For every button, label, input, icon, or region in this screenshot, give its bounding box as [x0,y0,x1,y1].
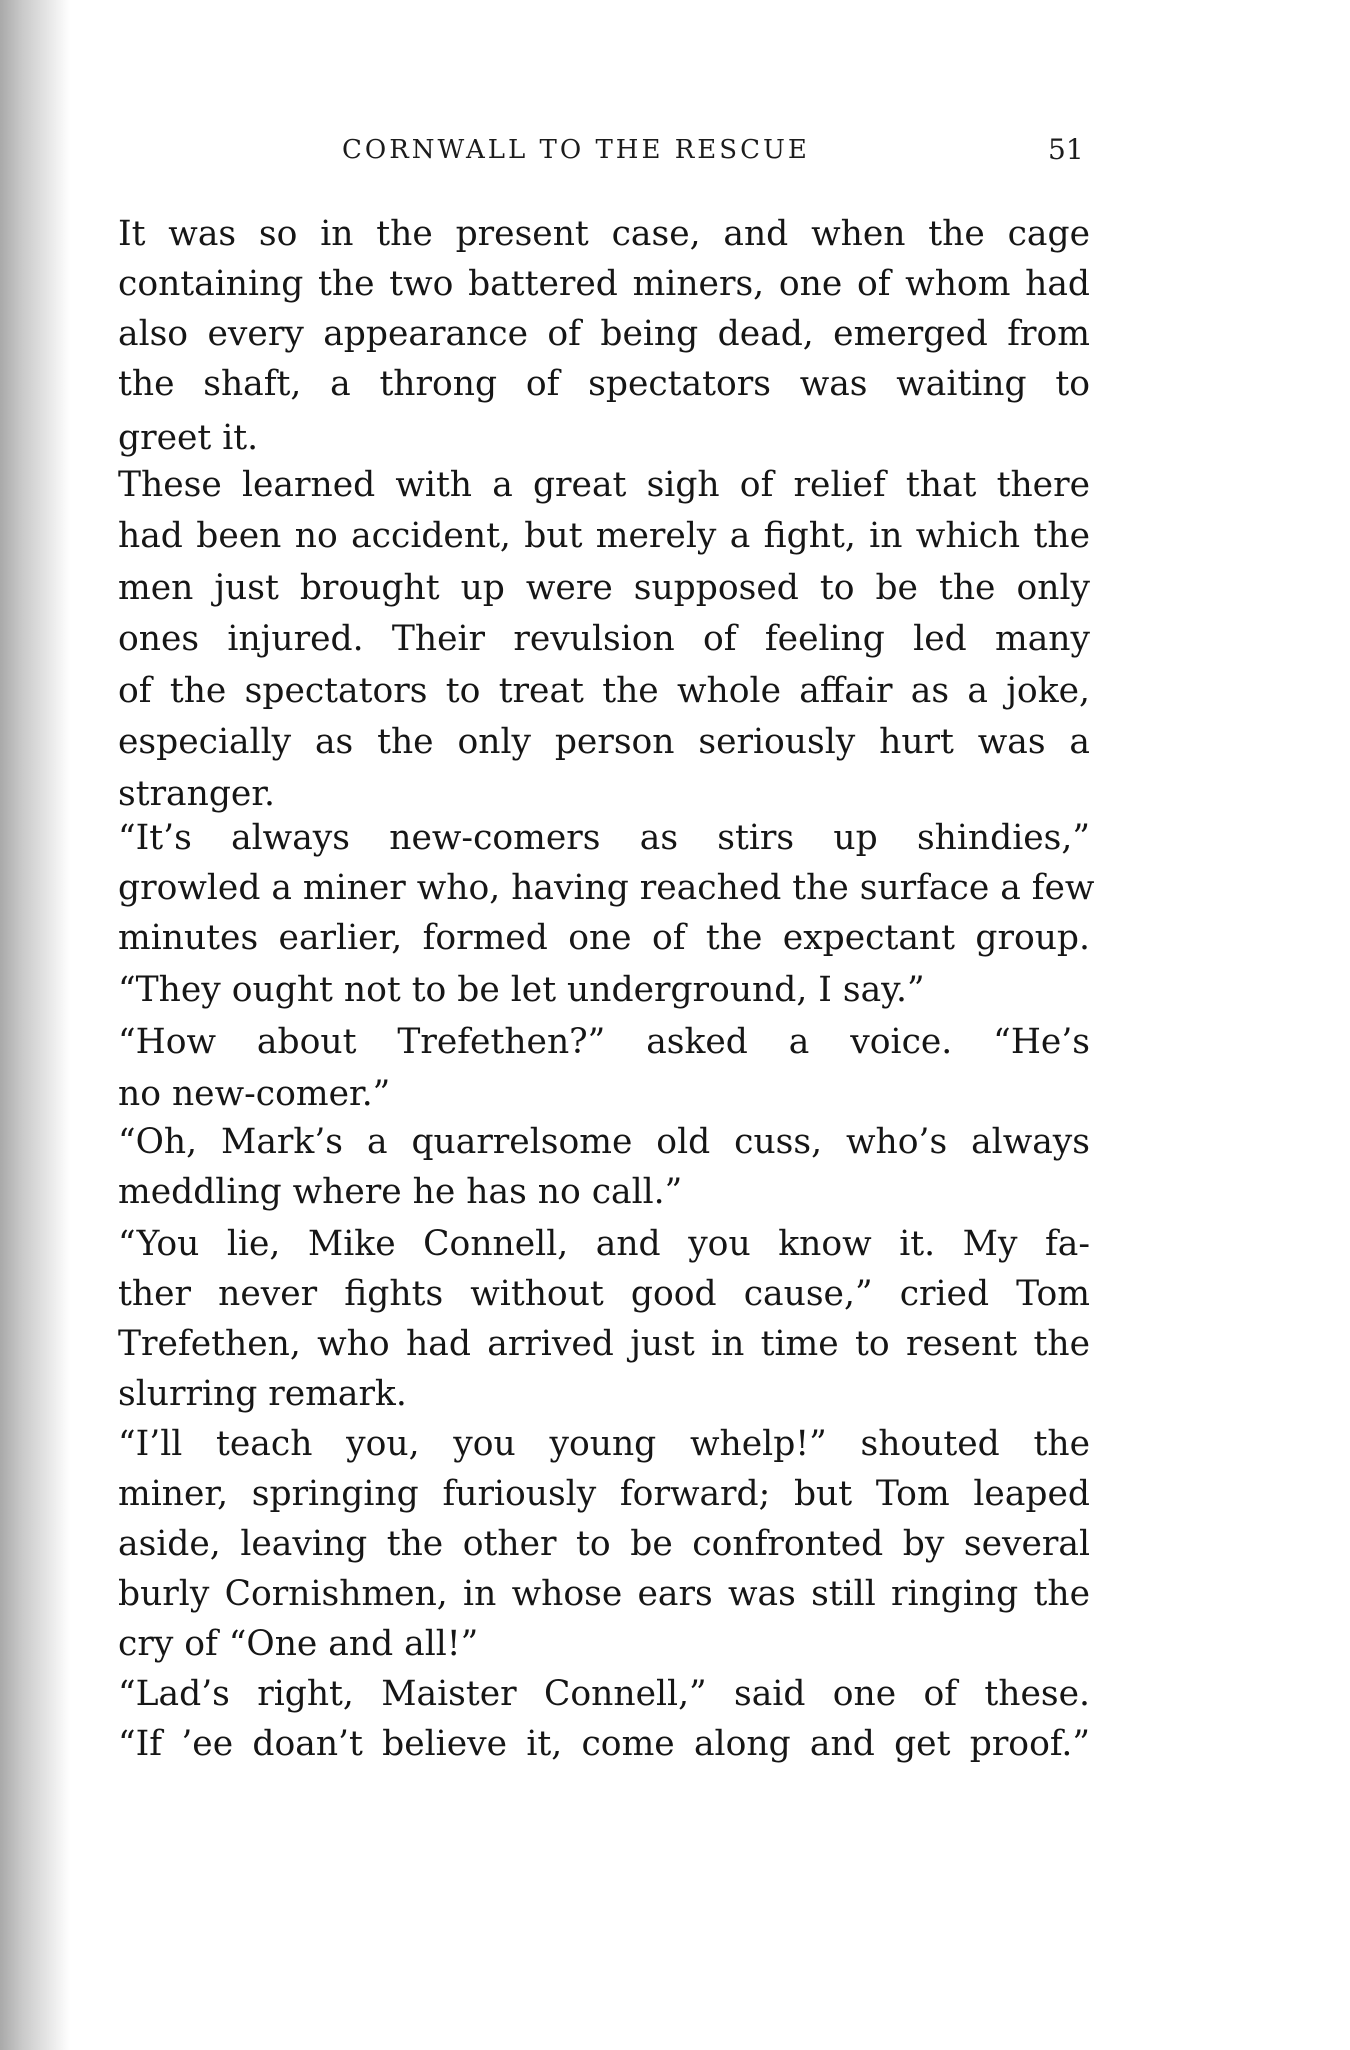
text-line: ther never fights without good cause,” cried Tom [118,1274,1090,1314]
text-line: Trefethen, who had arrived just in time to resent the [118,1324,1090,1364]
text-line: “Oh, Mark’s a quarrelsome old cuss, who’s always [118,1122,1090,1162]
text-line: “They ought not to be let underground, I say.” [118,970,925,1010]
text-line: “You lie, Mike Connell, and you know it. My fa- [118,1224,1090,1264]
text-line: also every appearance of being dead, emerged from [118,314,1090,354]
text-line: burly Cornishmen, in whose ears was still ringing the [118,1574,1090,1614]
text-line: ones injured. Their revulsion of feeling led many [118,619,1090,659]
text-line: the shaft, a throng of spectators was waiting to [118,364,1090,404]
text-line: men just brought up were supposed to be the only [118,568,1090,608]
text-line: especially as the only person seriously hurt was a [118,722,1090,762]
page-number: 51 [1048,133,1084,166]
text-line: These learned with a great sigh of relief that there [118,465,1090,505]
text-line: “Lad’s right, Maister Connell,” said one of these. [118,1674,1090,1714]
text-line: growled a miner who, having reached the surface a few [118,868,1095,908]
text-line: It was so in the present case, and when the cage [118,214,1090,254]
text-line: aside, leaving the other to be confronted by several [118,1524,1090,1564]
running-head: CORNWALL TO THE RESCUE [342,135,810,165]
text-line: had been no accident, but merely a fight, in which the [118,516,1090,556]
text-line: of the spectators to treat the whole affair as a joke, [118,671,1090,711]
text-line: containing the two battered miners, one of whom had [118,264,1090,304]
text-line: “It’s always new-comers as stirs up shindies,” [118,818,1090,858]
text-line: greet it. [118,418,259,458]
text-line: miner, springing furiously forward; but Tom leaped [118,1474,1090,1514]
text-line: cry of “One and all!” [118,1624,479,1664]
text-line: stranger. [118,774,276,814]
text-line: “If ’ee doan’t believe it, come along and get proof.” [118,1724,1090,1764]
text-line: “How about Trefethen?” asked a voice. “He’s [118,1022,1090,1062]
text-line: no new-comer.” [118,1074,391,1114]
text-line: minutes earlier, formed one of the expectant group. [118,918,1090,958]
text-line: meddling where he has no call.” [118,1172,683,1212]
text-line: “I’ll teach you, you young whelp!” shouted the [118,1424,1090,1464]
text-line: slurring remark. [118,1374,407,1414]
